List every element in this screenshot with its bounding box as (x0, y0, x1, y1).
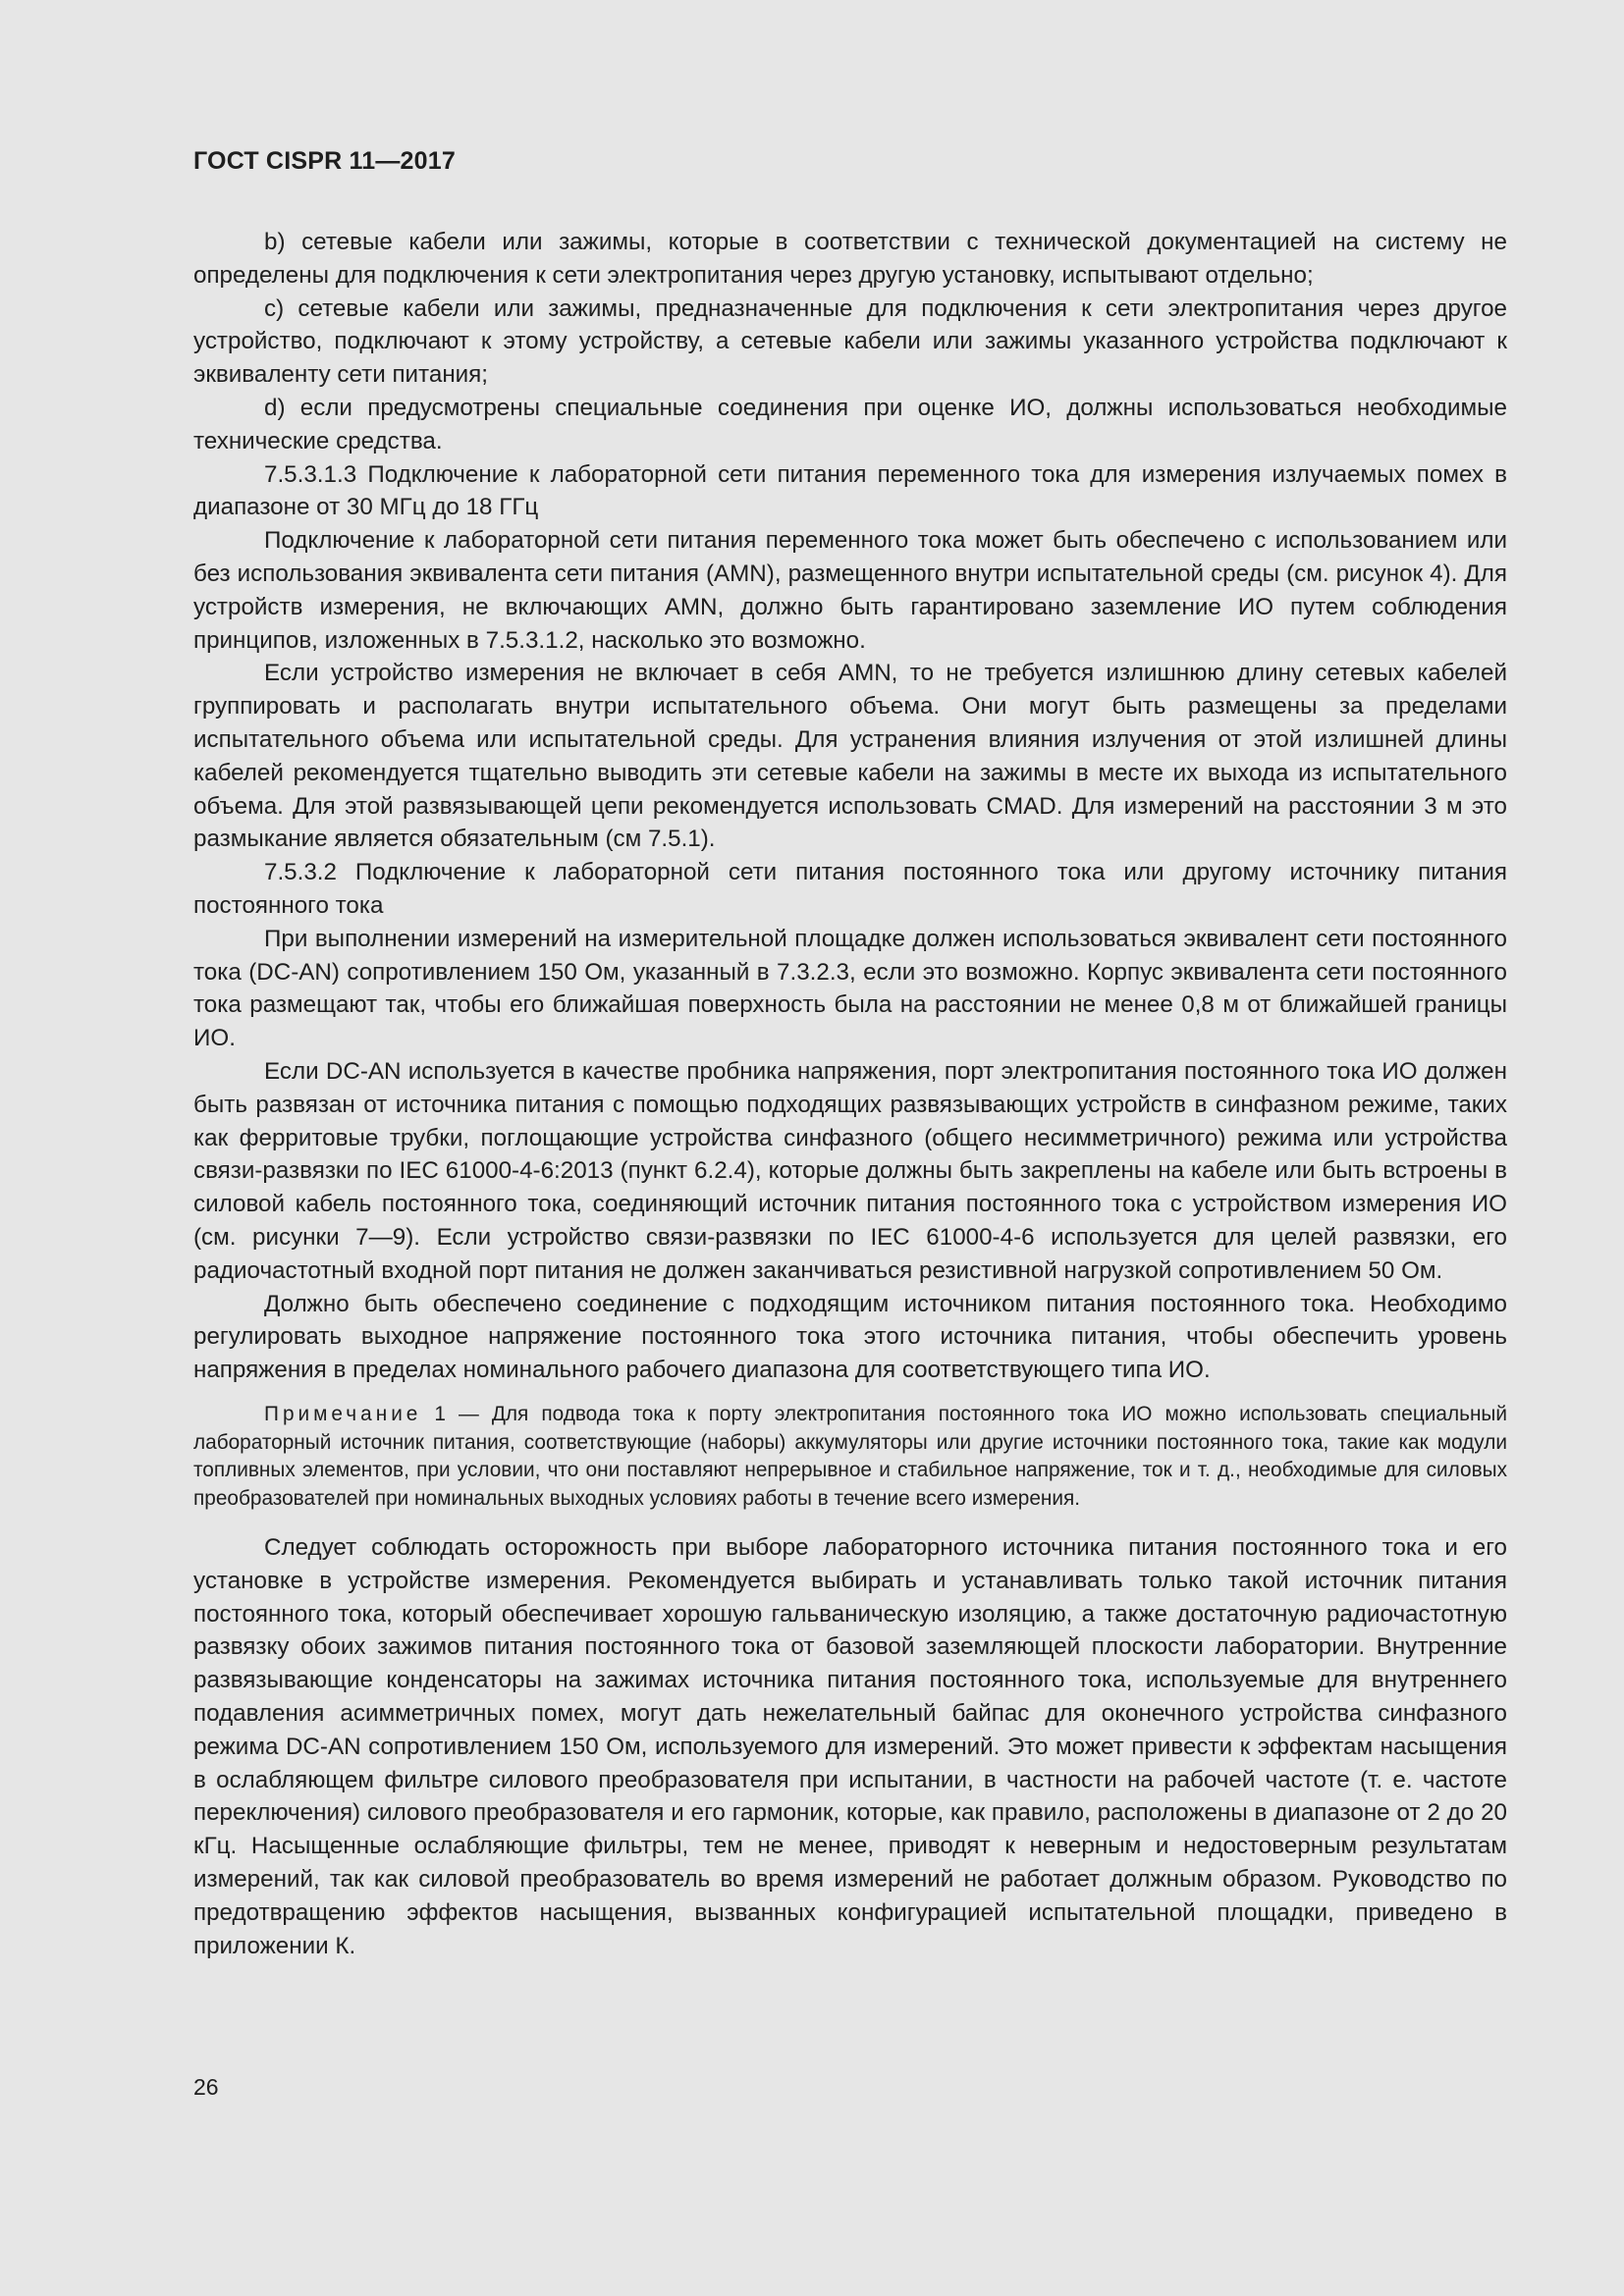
paragraph-item-d: d) если предусмотрены специальные соединения при оценке ИО, должны использоваться необходимые технические средства. (193, 394, 1507, 454)
paragraph-item-c: c) сетевые кабели или зажимы, предназначенные для подключения к сети электропитания через другое устройство, подключают к этому устройству, а сетевые кабели или зажимы указанного устройства подключают к эквиваленту сети питания; (193, 294, 1507, 389)
document-header: ГОСТ CISPR 11—2017 (193, 147, 456, 175)
paragraph-without-amn: Если устройство измерения не включает в себя AMN, то не требуется излишнюю длину сетевых кабелей группировать и располагать внутри испытательного объема. Они могут быть размещены за пределами испытательного объема или испытательной среды. Для устранения влияния излучения от этой излишней длины кабелей рекомендуется тщательно выводить эти сетевые кабели на зажимы в месте их выхода из испытательного объема. Для этой развязывающей цепи рекомендуется использовать CMAD. Для измерений на расстоянии 3 м это размыкание является обязательным (см 7.5.1). (193, 660, 1507, 853)
paragraph-dc-an-usage: При выполнении измерений на измерительной площадке должен использоваться эквивалент сети постоянного тока (DC-AN) сопротивлением 150 Ом, указанный в 7.3.2.3, если это возможно. Корпус эквивалента сети постоянного тока размещают так, чтобы его ближайшая поверхность была на расстоянии не менее 0,8 м от ближайшей границы ИО. (193, 925, 1507, 1052)
note-block (193, 1401, 1507, 1514)
section-7-5-3-2-heading: 7.5.3.2 Подключение к лабораторной сети питания постоянного тока или другому источнику питания постоянного тока (193, 859, 1507, 919)
paragraph-amn-connection: Подключение к лабораторной сети питания переменного тока может быть обеспечено с использованием или без использования эквивалента сети питания (AMN), размещенного внутри испытательной среды (см. рисунок 4). Для устройств измерения, не включающих AMN, должно быть гарантировано заземление ИО путем соблюдения принципов, изложенных в 7.5.3.1.2, насколько это возможно. (193, 527, 1507, 654)
paragraph-final-caution: Следует соблюдать осторожность при выборе лабораторного источника питания постоянного тока и его установке в устройстве измерения. Рекомендуется выбирать и устанавливать только такой источник питания постоянного тока, который обеспечивает хорошую гальваническую изоляцию, а также достаточную радиочастотную развязку обоих зажимов питания постоянного тока от базовой заземляющей плоскости лаборатории. Внутренние развязывающие конденсаторы на зажимах источника питания постоянного тока, используемые для внутреннего подавления асимметричных помех, могут дать нежелательный байпас для оконечного устройства синфазного режима DC-AN сопротивлением 150 Ом, используемого для измерений. Это может привести к эффектам насыщения в ослабляющем фильтре силового преобразователя при испытании, в частности на рабочей частоте (т. е. частоте переключения) силового преобразователя и его гармоник, которые, как правило, расположены в диапазоне от 2 до 20 кГц. Насыщенные ослабляющие фильтры, тем не менее, приводят к неверным и недостоверным результатам измерений, так как силовой преобразователь во время измерений не работает должным образом. Руководство по предотвращению эффектов насыщения, вызванных конфигурацией испытательной площадки, приведено в приложении К. (193, 1534, 1507, 1959)
paragraph-dc-an-probe: Если DC-AN используется в качестве пробника напряжения, порт электропитания постоянного тока ИО должен быть развязан от источника питания с помощью подходящих развязывающих устройств в синфазном режиме, таких как ферритовые трубки, поглощающие устройства синфазного (общего несимметричного) режима или устройства связи-развязки по IEC 61000-4-6:2013 (пункт 6.2.4), которые должны быть закреплены на кабеле или быть встроены в силовой кабель постоянного тока, соединяющий источник питания постоянного тока с устройством измерения ИО (см. рисунки 7—9). Если устройство связи-развязки по IEC 61000-4-6 используется для целей развязки, его радиочастотный входной порт питания не должен заканчиваться резистивной нагрузкой сопротивлением 50 Ом. (193, 1057, 1507, 1284)
note-label: Примечание (264, 1402, 422, 1425)
section-7-5-3-1-3-heading: 7.5.3.1.3 Подключение к лабораторной сети питания переменного тока для измерения излучаемых помех в диапазоне от 30 МГц до 18 ГГц (193, 460, 1507, 521)
document-body (193, 226, 1507, 1962)
note-text: 1 — Для подвода тока к порту электропитания постоянного тока ИО можно использовать специальный лабораторный источник питания, соответствующие (наборы) аккумуляторы или другие источники постоянного тока, такие как модули топливных элементов, при условии, что они поставляют непрерывное и стабильное напряжение, ток и т. д., необходимые для силовых преобразователей при номинальных выходных условиях работы в течение всего измерения. (193, 1402, 1507, 1511)
paragraph-item-b: b) сетевые кабели или зажимы, которые в соответствии с технической документацией на систему не определены для подключения к сети электропитания через другую установку, испытывают отдельно; (193, 229, 1507, 289)
page-number: 26 (193, 2074, 219, 2100)
paragraph-dc-source-connection: Должно быть обеспечено соединение с подходящим источником питания постоянного тока. Необходимо регулировать выходное напряжение постоянного тока этого источника питания, чтобы обеспечить уровень напряжения в пределах номинального рабочего диапазона для соответствующего типа ИО. (193, 1290, 1507, 1384)
